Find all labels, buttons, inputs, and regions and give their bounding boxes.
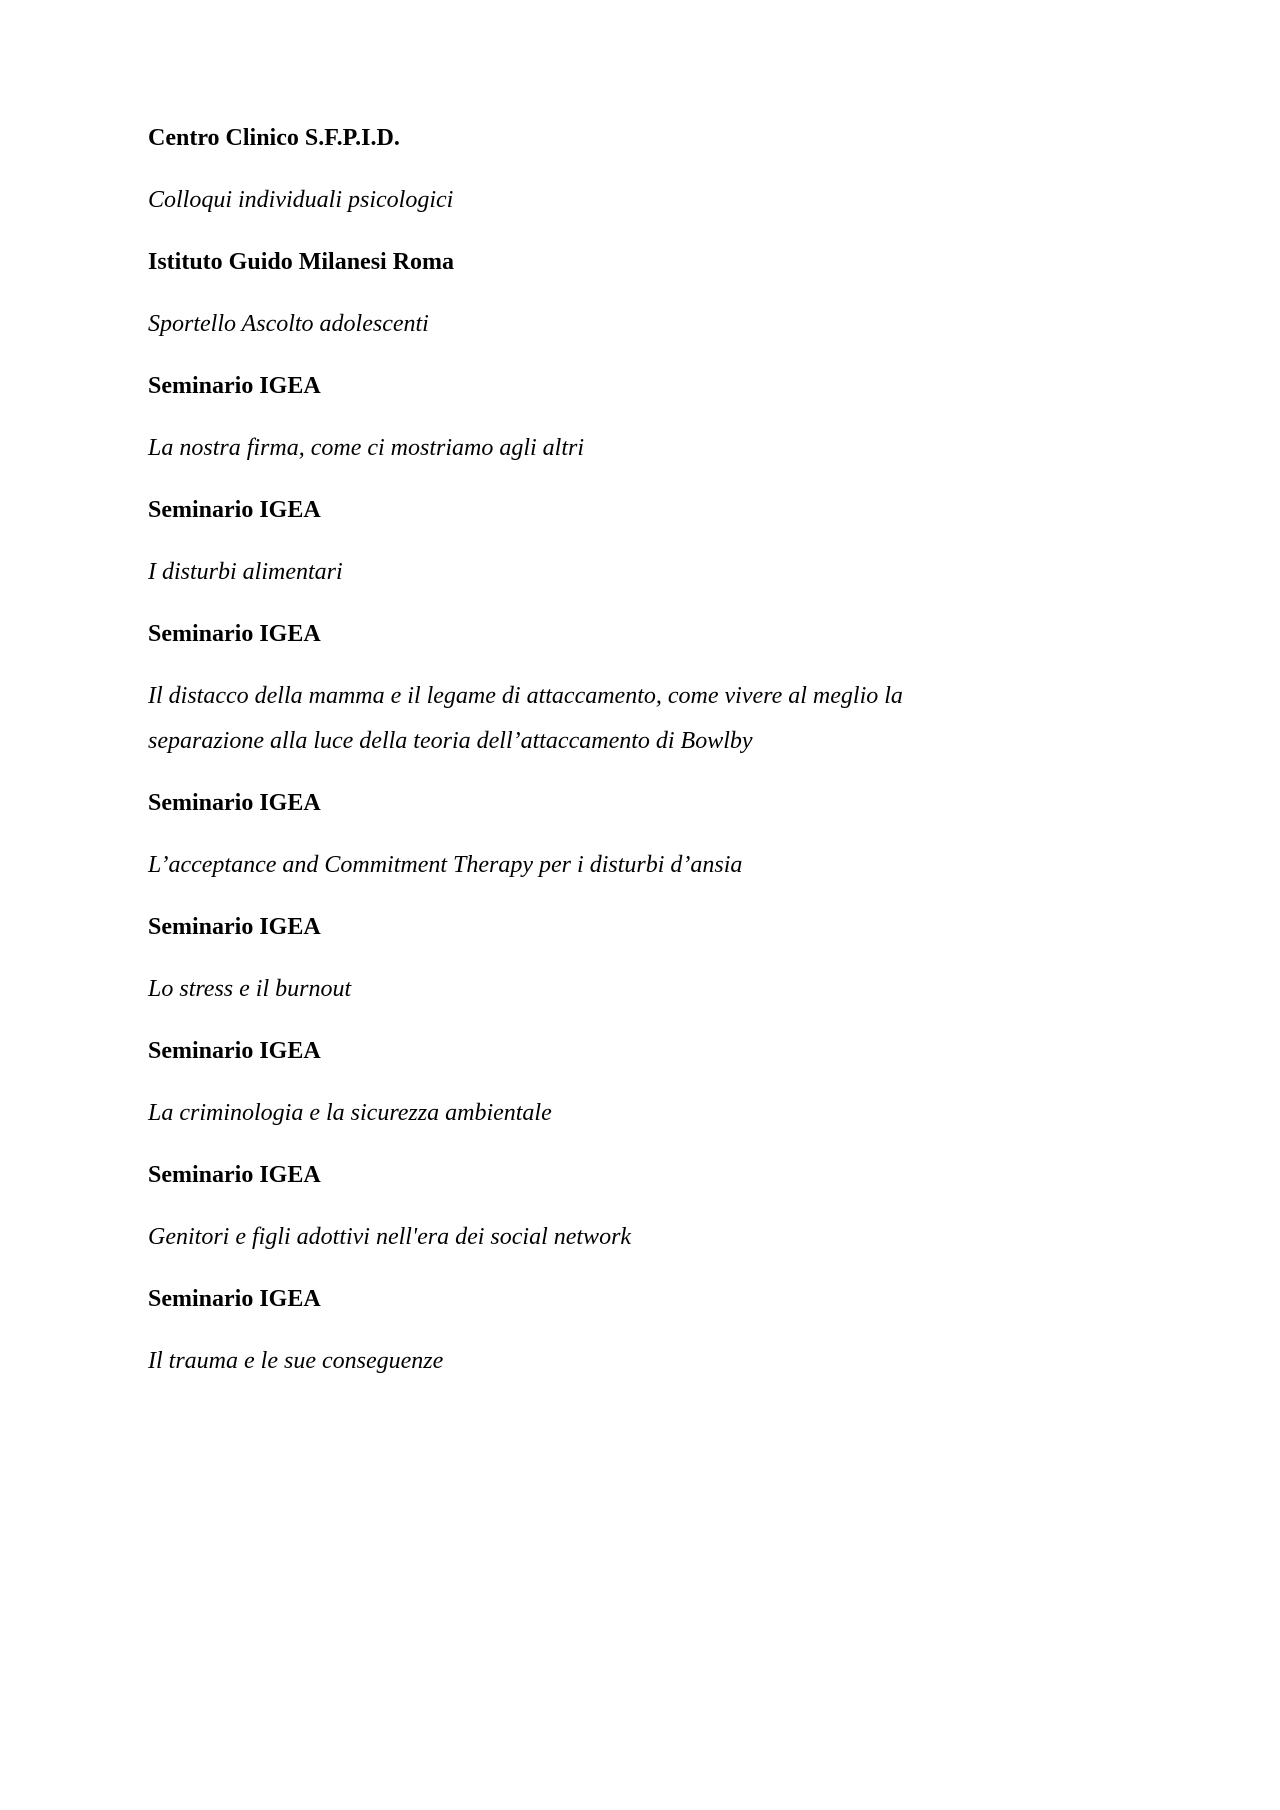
seminar-entry [148,116,1280,223]
entry-description: Il distacco della mamma e il legame di attaccamento, come vivere al meglio la separazione alla luce della teoria dell’attaccamento di Bowlby [148,683,903,754]
entry-description: Colloqui individuali psicologici [148,187,454,213]
entry-list [148,116,1280,1384]
entry-description: Lo stress e il burnout [148,976,352,1002]
entry-description: La nostra firma, come ci mostriamo agli altri [148,435,585,461]
entry-heading: Seminario IGEA [148,373,321,399]
seminar-entry [148,612,1280,764]
entry-heading: Seminario IGEA [148,1162,321,1188]
seminar-entry [148,364,1280,471]
entry-description: Il trauma e le sue conseguenze [148,1348,444,1374]
seminar-entry [148,781,1280,888]
seminar-entry [148,1277,1280,1384]
entry-description: Genitori e figli adottivi nell'era dei social network [148,1224,632,1250]
entry-heading: Centro Clinico S.F.P.I.D. [148,125,400,151]
entry-heading: Seminario IGEA [148,497,321,523]
seminar-entry [148,905,1280,1012]
entry-heading: Seminario IGEA [148,790,321,816]
entry-heading: Istituto Guido Milanesi Roma [148,249,455,275]
seminar-entry [148,1153,1280,1260]
seminar-entry [148,488,1280,595]
seminar-entry [148,1029,1280,1136]
seminar-entry [148,240,1280,347]
entry-heading: Seminario IGEA [148,1038,321,1064]
entry-description: Sportello Ascolto adolescenti [148,311,429,337]
entry-description: L’acceptance and Commitment Therapy per i disturbi d’ansia [148,852,743,878]
entry-description: La criminologia e la sicurezza ambientale [148,1100,552,1126]
entry-description: I disturbi alimentari [148,559,343,585]
entry-heading: Seminario IGEA [148,914,321,940]
entry-heading: Seminario IGEA [148,621,321,647]
entry-heading: Seminario IGEA [148,1286,321,1312]
